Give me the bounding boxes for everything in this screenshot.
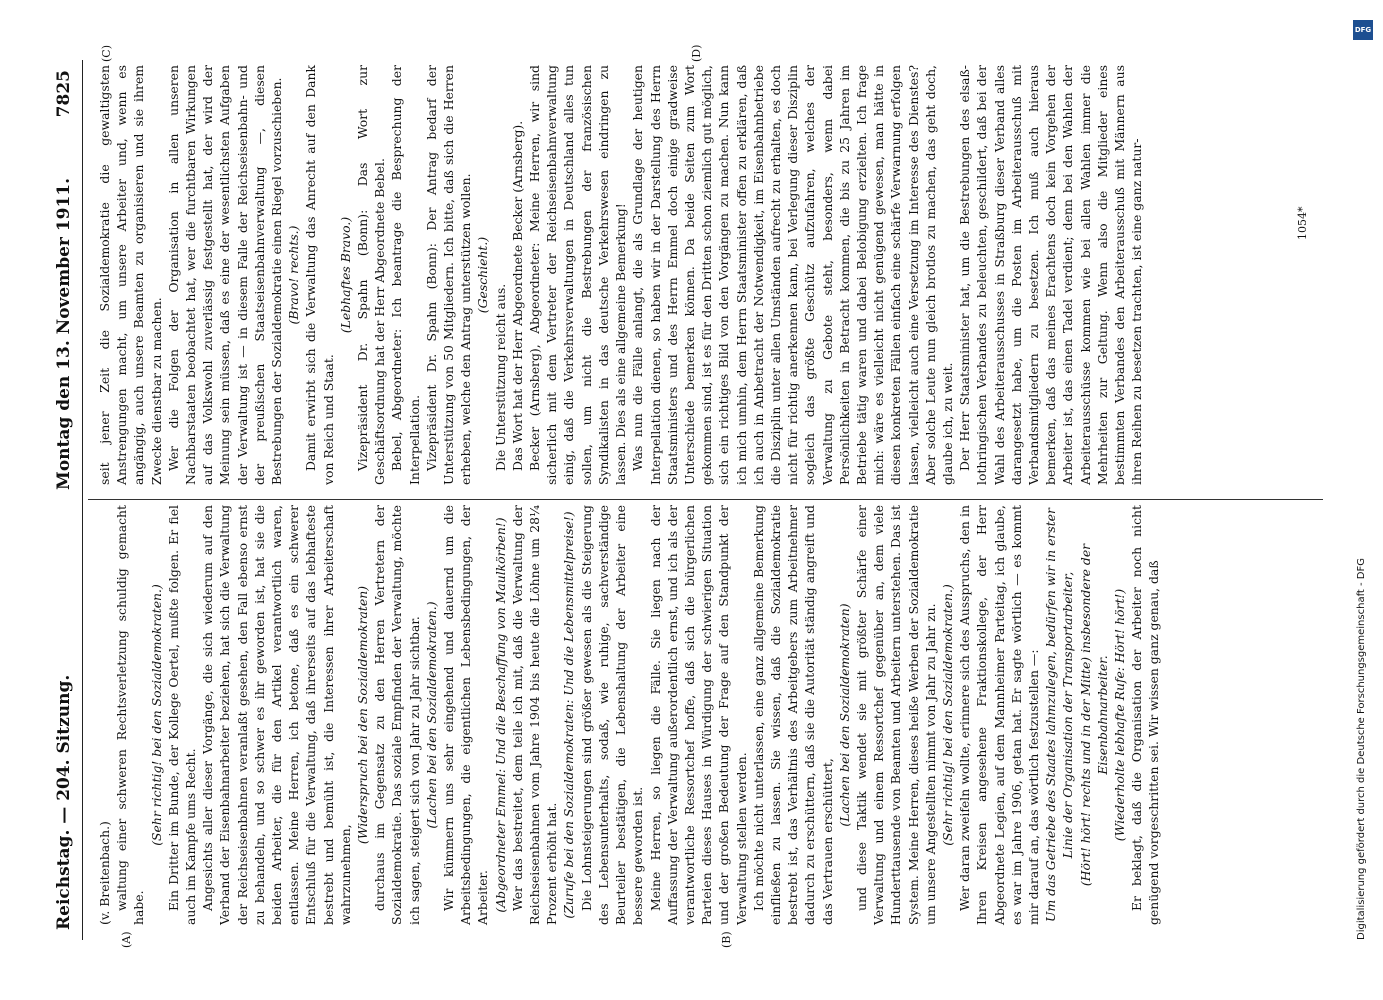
paragraph: Ich möchte nicht unterlassen, eine ganz allgemeine Bemerkung einfließen zu lassen. Sie wissen, daß die Sozialdemokratie bestrebt ist, das Verhältnis des Arbeitgebers zum Arbeitnehmer dadurch zu erschüttern, daß sie die Autorität ständig angreift und das Vertrauen erschüttert, <box>750 505 835 925</box>
interjection: (Abgeordneter Emmel: Und die Beschaffung von Maulkörben!) <box>492 517 508 913</box>
paragraph: waltung einer schweren Rechtsverletzung schuldig gemacht habe. <box>114 505 147 925</box>
paragraph: Bebel, Abgeordneter: Ich beantrage die Besprechung der Interpellation. <box>389 65 422 485</box>
left-text-column <box>96 505 1163 925</box>
dfg-credit: Digitalisierung gefördert durch die Deutsche Forschungsgemeinschaft - DFG <box>1356 557 1367 940</box>
page-number: 7825 <box>54 70 74 118</box>
paragraph: Becker (Arnsberg), Abgeordneter: Meine Herren, wir sind sicherlich mit dem Vertreter der Reichseisenbahnverwaltung einig, daß die Verkehrsverwaltungen in Deutschland alles tun sollen, um nicht die Bestrebungen der französischen Syndikalisten in das deutsche Verkehrswesen eindringen zu lassen. Dies als eine allgemeine Bemerkung! <box>527 65 629 485</box>
paragraph: und diese Taktik wendet sie mit größter Schärfe einer Verwaltung und einem Ressortchef gegenüber an, dem viele Hunderttausende von Beamten und Arbeitern unterstehen. Das ist System. Meine Herren, dieses heiße Werben der Sozialdemokratie um unsere Angestellten nimmt von Jahr zu Jahr zu. <box>853 505 938 925</box>
interjection: (Sehr richtig! bei den Sozialdemokraten.) <box>939 584 955 846</box>
paragraph: Wir kümmern uns sehr eingehend und dauernd um die Arbeitsbedingungen, die eigentlichen Lebensbedingungen, der Arbeiter. <box>441 505 491 925</box>
paragraph: Angesichts aller dieser Vorgänge, die sich wiederum auf den Verband der Eisenbahnarbeiter beziehen, hat sich die Verwaltung der Reichseisenbahnen veranlaßt gesehen, den Fall ebenso ernst zu behandeln, und so schwer es ihr geworden ist, hat sie die beiden Arbeiter, die für den Artikel verantwortlich waren, entlassen. Meine Herren, ich betone, daß es ein schwerer Entschluß für die Verwaltung, daß ihrerseits auf das lebhafteste bestrebt und bemüht ist, die Interessen ihrer Arbeiterschaft wahrzunehmen, <box>200 505 353 925</box>
interjection: (Hört! hört! rechts und in der Mitte) insbesondere der Eisenbahnarbeiter. <box>1077 543 1110 887</box>
paragraph: Was nun die Fälle anlangt, die als Grundlage der heutigen Interpellation dienen, so haben wir in der Darstellung des Herrn Staatsministers und des Herrn Emmel doch einige gradweise Unterschiede bemerken können. Da beide Seiten zum Wort gekommen sind, ist es für den Dritten schon ziemlich gut möglich, sich ein richtiges Bild von den Vorgängen zu machen. Nun kann ich mich umhin, dem Herrn Staatsminister offen zu erklären, daß ich auch in Anbetracht der Notwendigkeit, im Eisenbahnbetriebe die Disziplin unter allen Umständen aufrecht zu erhalten, es doch nicht für richtig anerkennen kann, bei Verlegung dieser Disziplin sogleich das größte Geschütz aufzufahren, welches der Verwaltung zu Gebote steht, besonders, wenn dabei Persönlichkeiten in Betracht kommen, die bis zu 25 Jahren im Betriebe tätig waren und dabei Belobigung erzielten. Ich frage mich: wäre es vielleicht nicht genügend gewesen, man hätte in diesen konkreten Fällen einfach eine schärfe Verwarnung erfolgen lassen, vielleicht auch eine Versetzung im Interesse des Dienstes? Aber solche Leute nun gleich brotlos zu machen, das geht doch, glaube ich, zu weit. <box>630 65 955 485</box>
interjection: (Widerspruch bei den Sozialdemokraten) <box>355 585 371 845</box>
side-footer <box>1350 20 1376 980</box>
interjection: (Lebhaftes Bravo.) <box>337 216 353 334</box>
paragraph: Die Lohnsteigerungen sind größer gewesen als die Steigerung des Lebensunterhalts, sodaß, wie ruhige, sachverständige Beurteiler bestätigen, die Lebenshaltung der Arbeiter eine bessere geworden ist. <box>578 505 646 925</box>
margin-marker-a: (A) <box>120 931 133 948</box>
paragraph: seit jener Zeit die Sozialdemokratie die gewaltigsten Anstrengungen macht, um unsere Arbeiter und, wenn es angängig, auch unsere Beamten zu organisieren und sie ihrem Zwecke dienstbar zu machen. <box>97 65 164 485</box>
right-text-column <box>96 65 1145 485</box>
column-divider <box>88 499 1323 500</box>
paragraph: Meine Herren, so liegen die Fälle. Sie liegen nach der Auffassung der Verwaltung außerordentlich ernst, und ich als der verantwortliche Ressortchef hoffe, daß sich die bürgerlichen Parteien dieses Hauses in Würdigung der schwierigen Situation und der großen Bedeutung der Frage auf den Standpunkt der Verwaltung stellen werden. <box>647 505 749 925</box>
paragraph: (v. Breitenbach.) <box>97 821 112 925</box>
paragraph: Wer die Folgen der Organisation in allen unseren Nachbarstaaten beobachtet hat, wer die furchtbaren Wirkungen auf das Volkswohl zuverlässig festgestellt hat, der wird der Meinung sein müssen, daß es eine der wesentlichsten Aufgaben der Verwaltung ist — in diesem Falle der Reichseisenbahn- und der preußischen Staatseisenbahnverwaltung —, diesen Bestrebungen der Sozialdemokratie einen Riegel vorzuschieben. <box>165 65 285 485</box>
paragraph: Das Wort hat der Herr Abgeordnete Becker (Arnsberg). <box>509 120 525 471</box>
page-marker: 1054* <box>1296 206 1309 240</box>
paragraph: Vizepräsident Dr. Spahn (Bonn): Das Wort zur Geschäftsordnung hat der Herr Abgeordnete Bebel. <box>355 65 388 485</box>
page-header <box>52 70 82 930</box>
dfg-logo: DFG <box>1353 20 1373 40</box>
interjection: (Lachen bei den Sozialdemokraten.) <box>423 601 439 829</box>
paragraph: Damit erwirbt sich die Verwaltung das Anrecht auf den Dank von Reich und Staat. <box>303 65 336 485</box>
paragraph: Vizepräsident Dr. Spahn (Bonn): Der Antrag bedarf der Unterstützung von 50 Mitgliedern. Ich bitte, daß sich die Herren erheben, welche den Antrag unterstützen wollen. <box>423 65 474 485</box>
paragraph: Er beklagt, daß die Organisation der Arbeiter noch nicht genügend vorgeschritten sei. Wir wissen ganz genau, daß <box>1129 505 1162 925</box>
paragraph: Wer das bestreitet, dem teile ich mit, daß die Verwaltung der Reichseisenbahnen vom Jahre 1904 bis heute die Löhne um 28¼ Prozent erhöht hat. <box>509 505 560 925</box>
interjection: (Wiederholte lebhafte Rufe: Hört! hört!) <box>1111 588 1127 842</box>
interjection: (Lachen bei den Sozialdemokraten) <box>836 603 852 827</box>
header-rule <box>82 60 83 940</box>
paragraph: durchaus im Gegensatz zu den Herren Vertretern der Sozialdemokratie. Das soziale Empfinden der Verwaltung, möchte ich sagen, steigert sich von Jahr zu Jahr sichtbar. <box>372 505 422 925</box>
interjection: (Sehr richtig! bei den Sozialdemokraten.) <box>148 584 164 846</box>
margin-marker-d: (D) <box>690 44 703 62</box>
margin-marker-c: (C) <box>100 45 113 62</box>
header-left: Reichstag. — 204. Sitzung. <box>54 674 74 930</box>
paragraph: Ein Dritter im Bunde, der Kollege Oertel, mußte folgen. Er fiel auch im Kampfe ums Recht. <box>165 505 199 925</box>
interjection: (Geschieht.) <box>475 236 491 314</box>
interjection: Um das Getriebe des Staates lahmzulegen, bedürfen wir in erster Linie der Organisation der Transportarbeiter, <box>1043 508 1076 922</box>
margin-marker-b: (B) <box>720 931 733 948</box>
header-date: Montag den 13. November 1911. <box>54 177 74 490</box>
paragraph: Die Unterstützung reicht aus. <box>492 283 508 471</box>
paragraph: Wer daran zweifeln wollte, erinnere sich des Ausspruchs, den in Ihren Kreisen angesehene Fraktionskollege, der Herr Abgeordnete Legien, auf dem Mannheimer Parteitag, ich glaube, es war im Jahre 1906, getan hat. Er sagte wörtlich — es kommt mir darauf an, das wörtlich festzustellen —: <box>957 505 1041 925</box>
interjection: (Zurufe bei den Sozialdemokraten: Und die Lebensmittelpreise!) <box>561 511 577 919</box>
interjection: (Bravo! rechts.) <box>286 225 302 325</box>
paragraph: Der Herr Staatsminister hat, um die Bestrebungen des elsaß-lothringischen Verbandes zu beleuchten, geschildert, daß bei der Wahl des Arbeiterausschusses in Straßburg dieser Verband alles darangesetzt habe, um die Posten im Arbeiterausschuß mit Verbandsmitgliedern zu besetzen. Ich muß auch hieraus bemerken, daß das meines Erachtens doch kein Vorgehen der Arbeiter ist, das einen Tadel verdient; denn bei den Wahlen der Arbeiterausschüsse kommen wie bei allen Wahlen immer die Mehrheiten zur Geltung. Wenn also die Mitglieder eines bestimmten Verbandes den Arbeiterausschuß mit Männern aus ihren Reihen zu besetzen trachten, ist eine ganz natur- <box>957 65 1145 485</box>
